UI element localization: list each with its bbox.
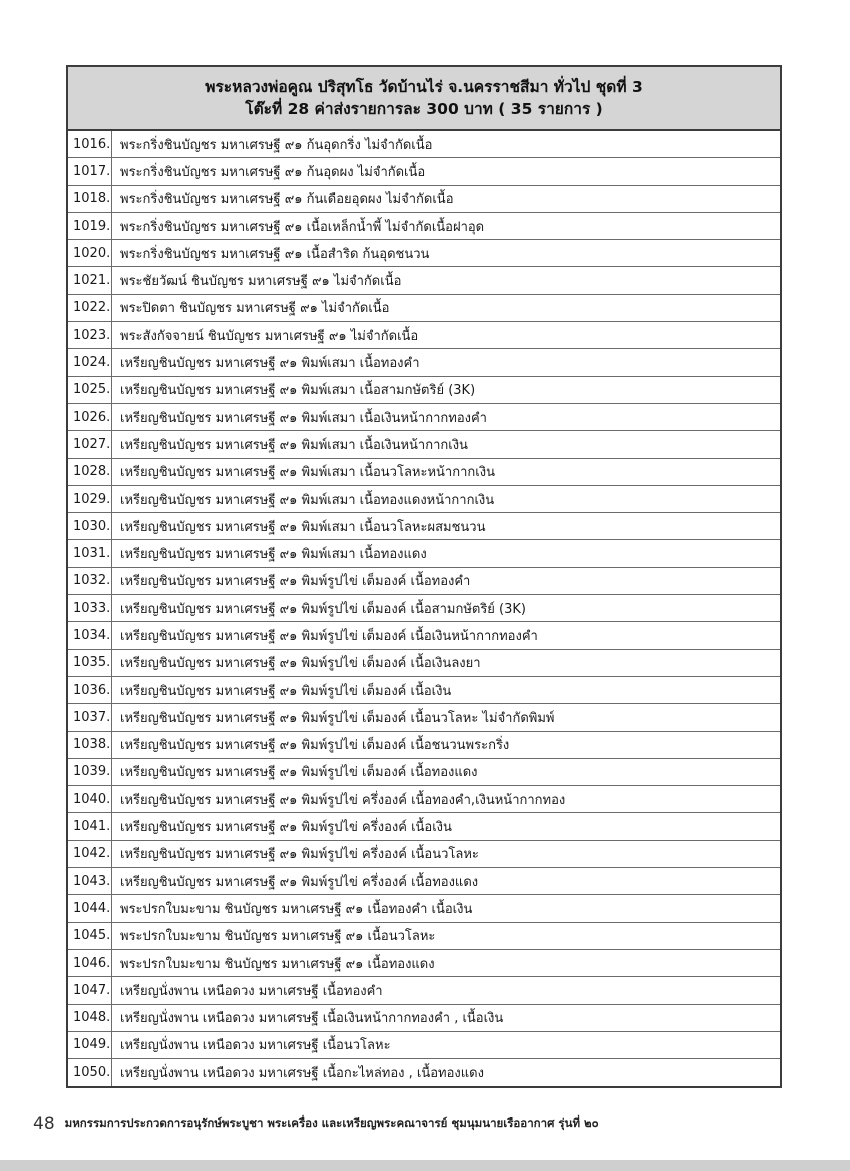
item-number: 1030.: [68, 513, 112, 539]
item-description: พระปรกใบมะขาม ชินบัญชร มหาเศรษฐี ๙๑ เนื้อนวโลหะ: [120, 929, 436, 945]
item-description: เหรียญชินบัญชร มหาเศรษฐี ๙๑ พิมพ์เสมา เนื้อเงินหน้ากากทองคำ: [120, 410, 487, 426]
item-number: 1016.: [68, 131, 112, 157]
table-body: [68, 131, 780, 1086]
table-header: [68, 67, 780, 131]
table-row: [68, 732, 780, 759]
item-description: พระกริ่งชินบัญชร มหาเศรษฐี ๙๑ ก้นเดือยอุดผง ไม่จำกัดเนื้อ: [120, 192, 454, 208]
table-title: พระหลวงพ่อคูณ ปริสุทโธ วัดบ้านไร่ จ.นครราชสีมา ทั่วไป ชุดที่ 3: [205, 78, 643, 96]
item-description: เหรียญชินบัญชร มหาเศรษฐี ๙๑ พิมพ์รูปไข่ เต็มองค์ เนื้อสามกษัตริย์ (3K): [120, 601, 526, 617]
table-row: [68, 486, 780, 513]
item-number: 1022.: [68, 295, 112, 321]
item-number: 1028.: [68, 459, 112, 485]
bottom-band: [0, 1160, 850, 1171]
item-description: พระสังกัจจายน์ ชินบัญชร มหาเศรษฐี ๙๑ ไม่จำกัดเนื้อ: [120, 328, 419, 344]
item-description: เหรียญชินบัญชร มหาเศรษฐี ๙๑ พิมพ์รูปไข่ เต็มองค์ เนื้อเงิน: [120, 683, 452, 699]
item-number: 1043.: [68, 868, 112, 894]
item-number: 1034.: [68, 622, 112, 648]
item-number: 1020.: [68, 240, 112, 266]
page-number: 48: [33, 1114, 55, 1134]
table-row: [68, 759, 780, 786]
item-description: เหรียญนั่งพาน เหนือดวง มหาเศรษฐี เนื้อกะไหล่ทอง , เนื้อทองแดง: [120, 1066, 484, 1082]
item-number: 1039.: [68, 759, 112, 785]
table-row: [68, 295, 780, 322]
item-description: พระชัยวัฒน์ ชินบัญชร มหาเศรษฐี ๙๑ ไม่จำกัดเนื้อ: [120, 274, 402, 290]
item-number: 1044.: [68, 895, 112, 921]
item-description: เหรียญชินบัญชร มหาเศรษฐี ๙๑ พิมพ์รูปไข่ ครึ่งองค์ เนื้อทองคำ,เงินหน้ากากทอง: [120, 792, 566, 808]
table-row: [68, 213, 780, 240]
item-description: พระปรกใบมะขาม ชินบัญชร มหาเศรษฐี ๙๑ เนื้อทองคำ เนื้อเงิน: [120, 901, 473, 917]
item-description: เหรียญชินบัญชร มหาเศรษฐี ๙๑ พิมพ์รูปไข่ เต็มองค์ เนื้อชนวนพระกริ่ง: [120, 738, 510, 754]
item-description: พระปรกใบมะขาม ชินบัญชร มหาเศรษฐี ๙๑ เนื้อทองแดง: [120, 956, 435, 972]
item-number: 1048.: [68, 1005, 112, 1031]
item-description: เหรียญชินบัญชร มหาเศรษฐี ๙๑ พิมพ์เสมา เนื้อนวโลหะหน้ากากเงิน: [120, 465, 495, 481]
table-row: [68, 186, 780, 213]
item-description: เหรียญชินบัญชร มหาเศรษฐี ๙๑ พิมพ์รูปไข่ เต็มองค์ เนื้อนวโลหะ ไม่จำกัดพิมพ์: [120, 710, 555, 726]
table-row: [68, 950, 780, 977]
table-row: [68, 1032, 780, 1059]
table-row: [68, 322, 780, 349]
item-number: 1024.: [68, 349, 112, 375]
item-description: เหรียญชินบัญชร มหาเศรษฐี ๙๑ พิมพ์รูปไข่ เต็มองค์ เนื้อทองแดง: [120, 765, 478, 781]
item-description: เหรียญชินบัญชร มหาเศรษฐี ๙๑ พิมพ์เสมา เนื้อเงินหน้ากากเงิน: [120, 437, 468, 453]
item-description: เหรียญชินบัญชร มหาเศรษฐี ๙๑ พิมพ์รูปไข่ เต็มองค์ เนื้อเงินหน้ากากทองคำ: [120, 628, 538, 644]
item-number: 1031.: [68, 540, 112, 566]
item-number: 1036.: [68, 677, 112, 703]
item-description: เหรียญนั่งพาน เหนือดวง มหาเศรษฐี เนื้อนวโลหะ: [120, 1038, 391, 1054]
item-number: 1025.: [68, 377, 112, 403]
item-description: พระกริ่งชินบัญชร มหาเศรษฐี ๙๑ เนื้อสำริด ก้นอุดชนวน: [120, 246, 430, 262]
item-number: 1019.: [68, 213, 112, 239]
table-row: [68, 158, 780, 185]
item-description: พระกริ่งชินบัญชร มหาเศรษฐี ๙๑ เนื้อเหล็กน้ำพี้ ไม่จำกัดเนื้อฝาอุด: [120, 219, 485, 235]
table-row: [68, 977, 780, 1004]
item-description: เหรียญนั่งพาน เหนือดวง มหาเศรษฐี เนื้อทองคำ: [120, 983, 383, 999]
item-number: 1041.: [68, 813, 112, 839]
item-number: 1037.: [68, 704, 112, 730]
item-description: เหรียญชินบัญชร มหาเศรษฐี ๙๑ พิมพ์รูปไข่ ครึ่งองค์ เนื้อทองแดง: [120, 874, 479, 890]
table-row: [68, 431, 780, 458]
table-row: [68, 377, 780, 404]
item-number: 1026.: [68, 404, 112, 430]
item-number: 1017.: [68, 158, 112, 184]
item-number: 1049.: [68, 1032, 112, 1058]
item-number: 1047.: [68, 977, 112, 1003]
page-footer: [33, 1113, 599, 1135]
table-row: [68, 459, 780, 486]
item-number: 1018.: [68, 186, 112, 212]
item-number: 1029.: [68, 486, 112, 512]
table-row: [68, 841, 780, 868]
item-number: 1023.: [68, 322, 112, 348]
table-row: [68, 404, 780, 431]
table-row: [68, 540, 780, 567]
item-number: 1027.: [68, 431, 112, 457]
item-number: 1046.: [68, 950, 112, 976]
item-description: เหรียญชินบัญชร มหาเศรษฐี ๙๑ พิมพ์เสมา เนื้อทองแดง: [120, 547, 427, 563]
table-row: [68, 704, 780, 731]
table-row: [68, 786, 780, 813]
table-row: [68, 895, 780, 922]
table-row: [68, 868, 780, 895]
footer-text: มหกรรมการประกวดการอนุรักษ์พระบูชา พระเครื่อง และเหรียญพระคณาจารย์ ชุมนุมนายเรืออากาศ รุ่นที่ ๒๐: [64, 1116, 599, 1130]
item-number: 1045.: [68, 923, 112, 949]
item-number: 1050.: [68, 1059, 112, 1086]
item-number: 1032.: [68, 568, 112, 594]
item-description: เหรียญชินบัญชร มหาเศรษฐี ๙๑ พิมพ์รูปไข่ เต็มองค์ เนื้อเงินลงยา: [120, 656, 481, 672]
table-row: [68, 349, 780, 376]
table-row: [68, 650, 780, 677]
item-description: พระกริ่งชินบัญชร มหาเศรษฐี ๙๑ ก้นอุดผง ไม่จำกัดเนื้อ: [120, 164, 426, 180]
table-row: [68, 595, 780, 622]
item-description: เหรียญชินบัญชร มหาเศรษฐี ๙๑ พิมพ์เสมา เนื้อทองคำ: [120, 356, 420, 372]
item-description: เหรียญชินบัญชร มหาเศรษฐี ๙๑ พิมพ์เสมา เนื้อนวโลหะผสมชนวน: [120, 519, 486, 535]
table-row: [68, 677, 780, 704]
table-subtitle: โต๊ะที่ 28 ค่าส่งรายการละ 300 บาท ( 35 รายการ ): [245, 100, 603, 118]
table-row: [68, 131, 780, 158]
item-description: เหรียญนั่งพาน เหนือดวง มหาเศรษฐี เนื้อเงินหน้ากากทองคำ , เนื้อเงิน: [120, 1011, 504, 1027]
item-description: เหรียญชินบัญชร มหาเศรษฐี ๙๑ พิมพ์รูปไข่ ครึ่งองค์ เนื้อนวโลหะ: [120, 847, 479, 863]
table-row: [68, 1005, 780, 1032]
table-row: [68, 267, 780, 294]
table-row: [68, 923, 780, 950]
auction-table: [66, 65, 782, 1088]
table-row: [68, 622, 780, 649]
table-row: [68, 1059, 780, 1086]
item-number: 1038.: [68, 732, 112, 758]
item-number: 1040.: [68, 786, 112, 812]
table-row: [68, 240, 780, 267]
item-description: เหรียญชินบัญชร มหาเศรษฐี ๙๑ พิมพ์รูปไข่ เต็มองค์ เนื้อทองคำ: [120, 574, 471, 590]
table-row: [68, 568, 780, 595]
item-description: พระปิดตา ชินบัญชร มหาเศรษฐี ๙๑ ไม่จำกัดเนื้อ: [120, 301, 390, 317]
table-row: [68, 813, 780, 840]
item-number: 1021.: [68, 267, 112, 293]
item-description: เหรียญชินบัญชร มหาเศรษฐี ๙๑ พิมพ์เสมา เนื้อทองแดงหน้ากากเงิน: [120, 492, 495, 508]
item-number: 1042.: [68, 841, 112, 867]
item-description: เหรียญชินบัญชร มหาเศรษฐี ๙๑ พิมพ์รูปไข่ ครึ่งองค์ เนื้อเงิน: [120, 820, 452, 836]
item-number: 1033.: [68, 595, 112, 621]
item-description: เหรียญชินบัญชร มหาเศรษฐี ๙๑ พิมพ์เสมา เนื้อสามกษัตริย์ (3K): [120, 383, 476, 399]
item-description: พระกริ่งชินบัญชร มหาเศรษฐี ๙๑ ก้นอุดกริ่ง ไม่จำกัดเนื้อ: [120, 137, 433, 153]
item-number: 1035.: [68, 650, 112, 676]
table-row: [68, 513, 780, 540]
